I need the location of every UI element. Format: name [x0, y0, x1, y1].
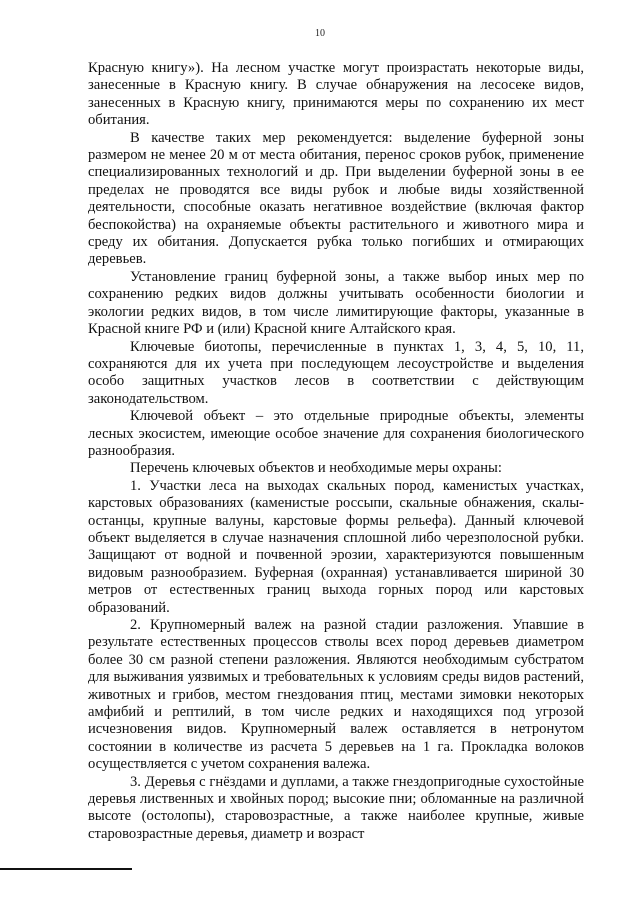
page-number: 10	[315, 28, 325, 39]
paragraph: Ключевой объект – это отдельные природные объекты, элементы лесных экосистем, имеющие особое значение для сохранения биологического разнообразия.	[88, 408, 584, 459]
footnote-separator	[0, 868, 132, 870]
list-item: 2. Крупномерный валеж на разной стадии разложения. Упавшие в результате естественных процессов стволы всех пород деревьев диаметром более 30 см разной степени разложения. Являются необходимым субстратом для выживания уязвимых и требовательных к условиям среды видов растений, животных и грибов, местом гнездования птиц, местами зимовки некоторых амфибий и рептилий, в том числе редких и находящихся под угрозой исчезновения видов. Крупномерный валеж оставляется в нетронутом состоянии в количестве из расчета 5 деревьев на 1 га. Прокладка волоков осуществляется с учетом сохранения валежа.	[88, 617, 584, 773]
paragraph: В качестве таких мер рекомендуется: выделение буферной зоны размером не менее 20 м от места обитания, перенос сроков рубок, применение специализированных технологий и др. При выделении буферной зоны в ее пределах не проводятся все виды рубок и любые виды хозяйственной деятельности, способные оказать негативное воздействие (включая фактор беспокойства) на охраняемые объекты растительного и животного мира и среду их обитания. Допускается рубка только погибших и отмирающих деревьев.	[88, 129, 584, 268]
paragraph: Ключевые биотопы, перечисленные в пунктах 1, 3, 4, 5, 10, 11, сохраняются для их учета при последующем лесоустройстве и выделения особо защитных участков лесов в соответствии с действующим законодательством.	[88, 338, 584, 407]
paragraph: Перечень ключевых объектов и необходимые меры охраны:	[130, 460, 502, 477]
document-body	[88, 60, 584, 843]
paragraph: Установление границ буферной зоны, а также выбор иных мер по сохранению редких видов должны учитывать особенности биологии и экологии редких видов, в том числе лимитирующие факторы, указанные в Красной книге РФ и (или) Красной книге Алтайского края.	[88, 268, 584, 338]
list-item: 1. Участки леса на выходах скальных пород, каменистых участках, карстовых образованиях (каменистые россыпи, скальные обнажения, скалы-останцы, крупные валуны, карстовые формы рельефа). Данный ключевой объект выделяется в случае назначения сплошной либо черезполосной рубки. Защищают от водной и почвенной эрозии, характеризуются повышенным видовым разнообразием. Буферная (охранная) устанавливается шириной 30 метров от естественных границ выхода горных пород или карстовых образований.	[88, 477, 584, 616]
paragraph: Красную книгу»). На лесном участке могут произрастать некоторые виды, занесенные в Красную книгу. В случае обнаружения на лесосеке видов, занесенных в Красную книгу, принимаются меры по сохранению их мест обитания.	[88, 60, 584, 129]
list-item: 3. Деревья с гнёздами и дуплами, а также гнездопригодные сухостойные деревья лиственных и хвойных пород; высокие пни; обломанные на различной высоте (остолопы), старовозрастные, а также наиболее крупные, живые старовозрастные деревья, диаметр и возраст	[88, 773, 584, 842]
